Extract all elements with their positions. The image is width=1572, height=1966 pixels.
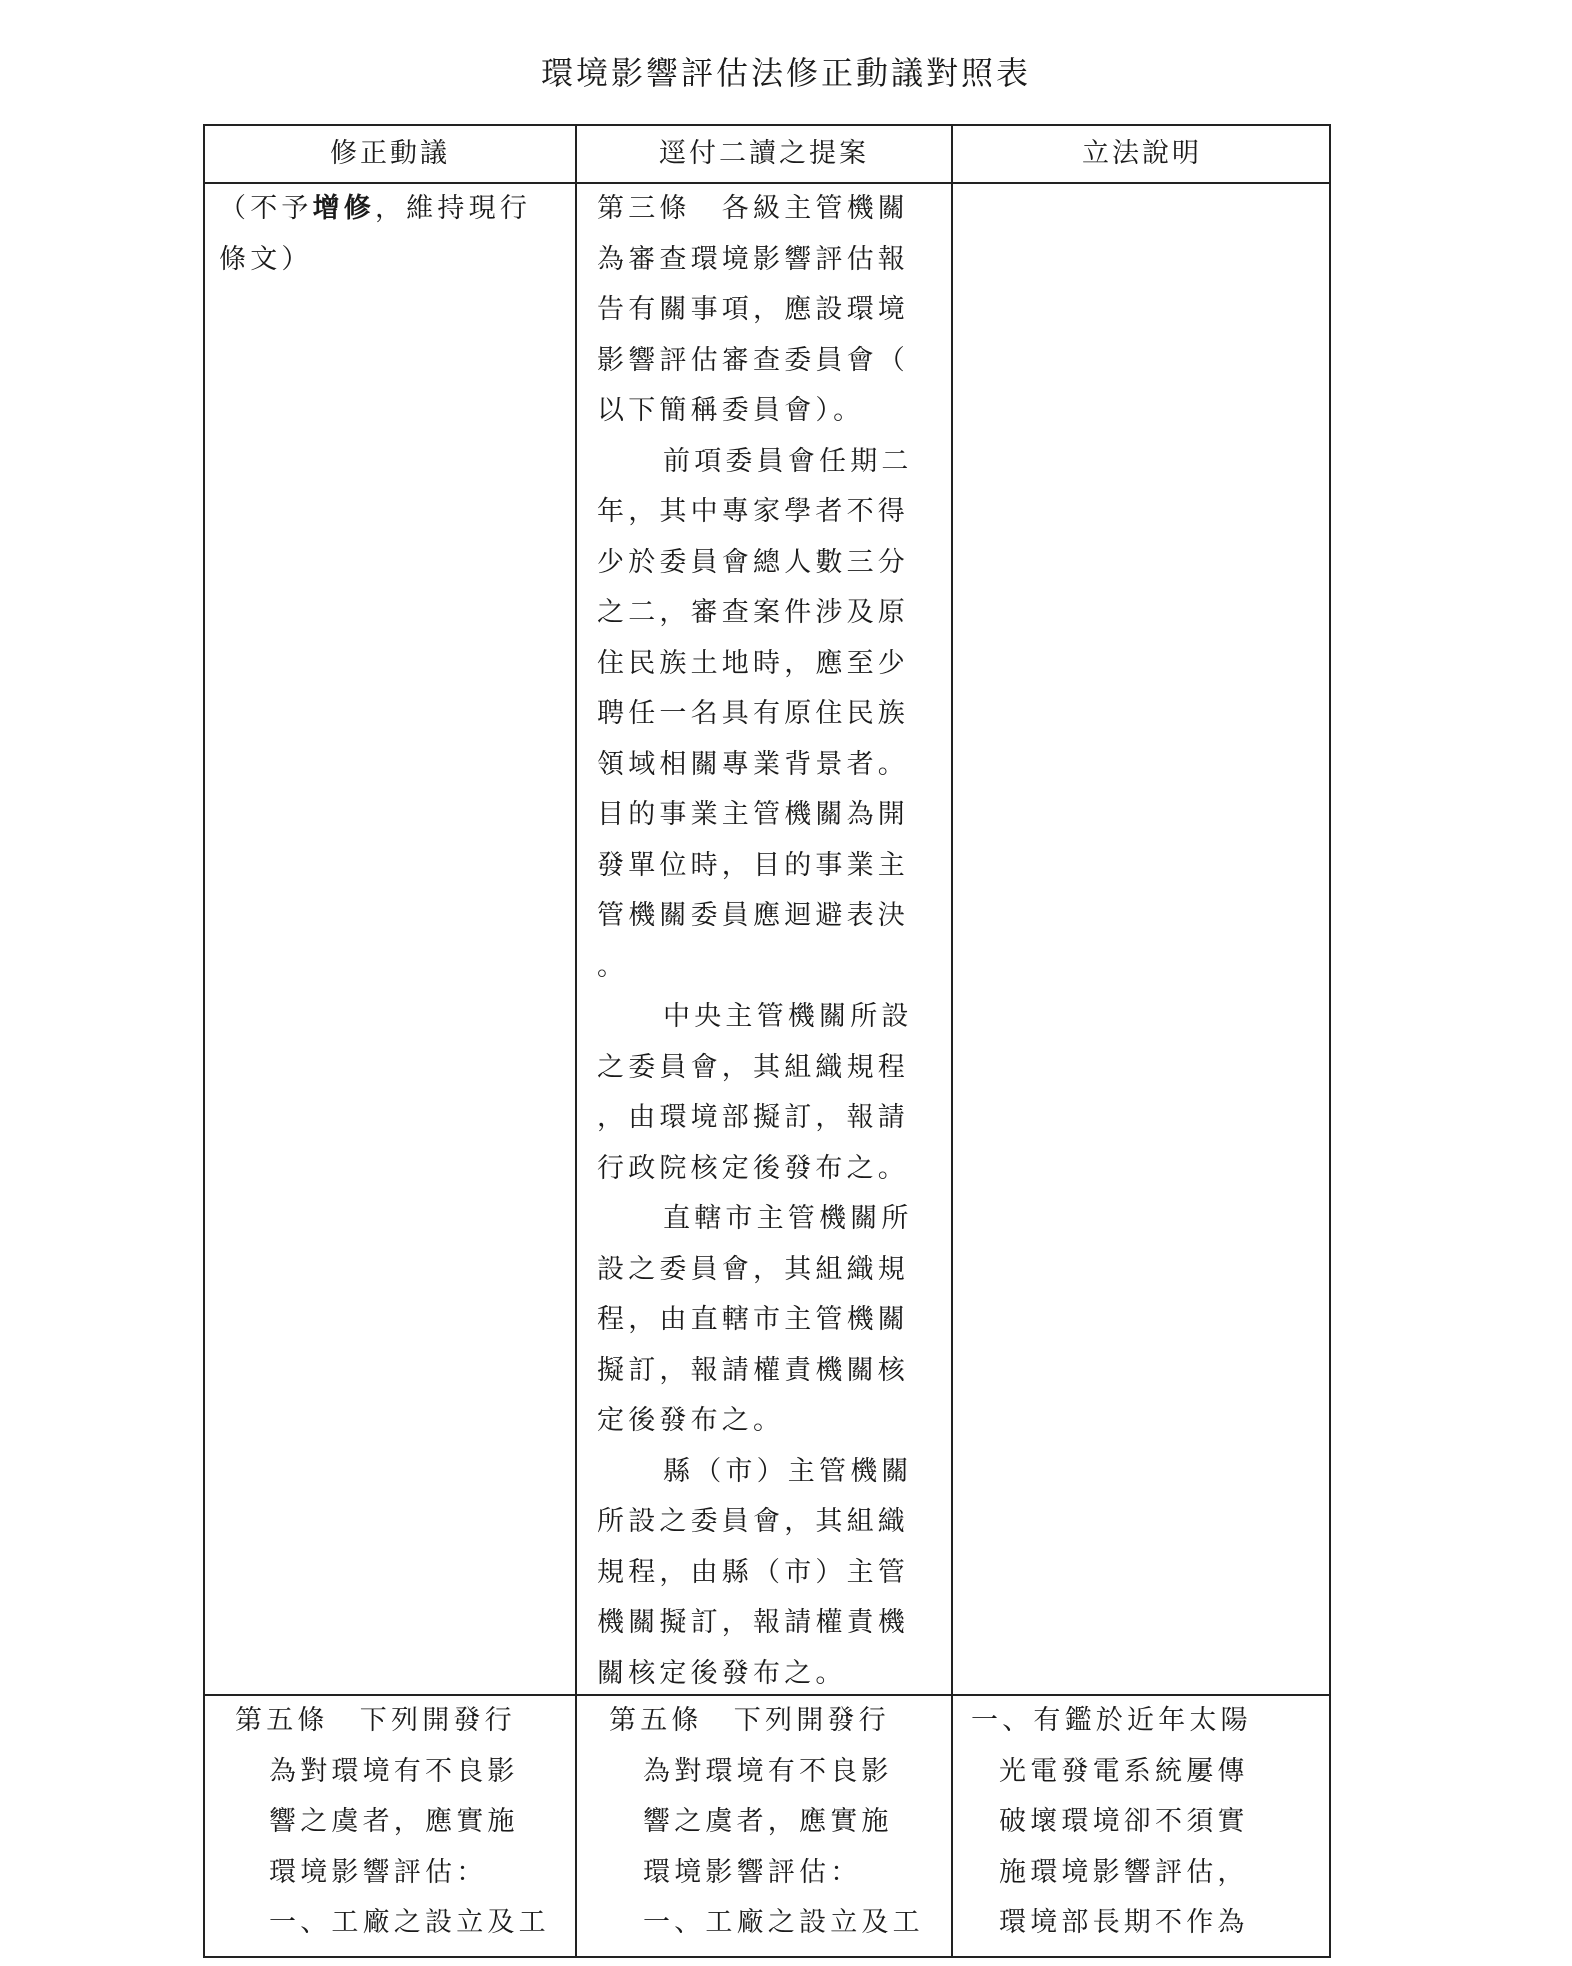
article-line: 定後發布之。: [597, 1405, 785, 1436]
article-line: 第五條 下列開發行: [235, 1705, 516, 1736]
motion-text: （不予: [219, 193, 313, 224]
article-line: 行政院核定後發布之。: [597, 1152, 909, 1184]
explanation-line: 環境部長期不作為: [999, 1907, 1249, 1938]
article-line: 。: [597, 950, 629, 982]
article-line: 設之委員會，其組織規: [597, 1253, 909, 1285]
article-line: 所設之委員會，其組織: [597, 1506, 909, 1537]
article-line: 領域相關專業背景者。: [597, 748, 909, 780]
article-line: 一、工廠之設立及工: [269, 1907, 550, 1938]
article-line: 機關擬訂，報請權責機: [597, 1607, 909, 1638]
article-line: 關核定後發布之。: [597, 1657, 847, 1689]
comparison-table: [203, 124, 1331, 1958]
row1-motion-line: [219, 184, 569, 235]
header-motion: 修正動議: [330, 138, 450, 169]
article-line: 前項委員會任期二: [663, 445, 913, 477]
row2-explanation-cell: [971, 1696, 1327, 1949]
article-line: 目的事業主管機關為開: [597, 799, 909, 830]
article-line: 少於委員會總人數三分: [597, 546, 909, 578]
article-line: 環境影響評估：: [643, 1856, 862, 1888]
explanation-line: 一、有鑑於近年太陽: [971, 1705, 1252, 1736]
header-proposal: 逕付二讀之提案: [659, 138, 869, 169]
article-line: 住民族土地時，應至少: [597, 647, 909, 679]
article-line: 告有關事項，應設環境: [597, 294, 909, 325]
explanation-line: 光電發電系統屢傳: [999, 1755, 1249, 1787]
motion-text: ，維持現行: [375, 193, 532, 224]
article-line: 響之虞者，應實施: [643, 1806, 893, 1837]
article-line: 環境影響評估：: [269, 1856, 488, 1888]
article-line: 為審查環境影響評估報: [597, 243, 909, 275]
motion-emphasis: 增修: [312, 193, 376, 224]
article-line: 之委員會，其組織規程: [597, 1051, 909, 1083]
article-line: 為對環境有不良影: [269, 1755, 519, 1787]
row1-motion-cell: [219, 184, 569, 285]
article-line: 響之虞者，應實施: [269, 1806, 519, 1837]
column-divider: [951, 126, 953, 1956]
article-line: 直轄市主管機關所: [663, 1203, 913, 1234]
document-title: 環境影響評估法修正動議對照表: [540, 54, 1031, 92]
header-explanation: 立法說明: [1082, 138, 1202, 169]
row2-proposal-cell: [609, 1696, 947, 1949]
article-line: 一、工廠之設立及工: [643, 1907, 924, 1938]
article-line: 擬訂，報請權責機關核: [597, 1354, 909, 1386]
article-line: 發單位時，目的事業主: [597, 849, 909, 881]
article-line: 縣（市）主管機關: [663, 1455, 913, 1487]
article-line: 為對環境有不良影: [643, 1755, 893, 1787]
explanation-line: 破壞環境卻不須實: [999, 1806, 1249, 1837]
article-line: 影響評估審查委員會（: [597, 344, 909, 376]
article-line: 以下簡稱委員會）。: [597, 395, 865, 426]
article-line: 管機關委員應迴避表決: [597, 900, 909, 931]
row1-motion-line: 條文）: [219, 243, 313, 275]
row2-motion-cell: [235, 1696, 571, 1949]
row1-proposal-cell: [597, 184, 947, 1699]
article-line: 年，其中專家學者不得: [597, 496, 909, 527]
article-line: 之二，審查案件涉及原: [597, 597, 909, 628]
article-line: 中央主管機關所設: [663, 1001, 913, 1032]
article-line: ，由環境部擬訂，報請: [597, 1102, 909, 1133]
article-line: 程，由直轄市主管機關: [597, 1304, 909, 1335]
article-line: 聘任一名具有原住民族: [597, 698, 909, 729]
article-line: 規程，由縣（市）主管: [597, 1556, 909, 1588]
article-line: 第五條 下列開發行: [609, 1705, 890, 1736]
article-line: 第三條 各級主管機關: [597, 193, 909, 224]
column-divider: [575, 126, 577, 1956]
explanation-line: 施環境影響評估，: [999, 1856, 1249, 1888]
